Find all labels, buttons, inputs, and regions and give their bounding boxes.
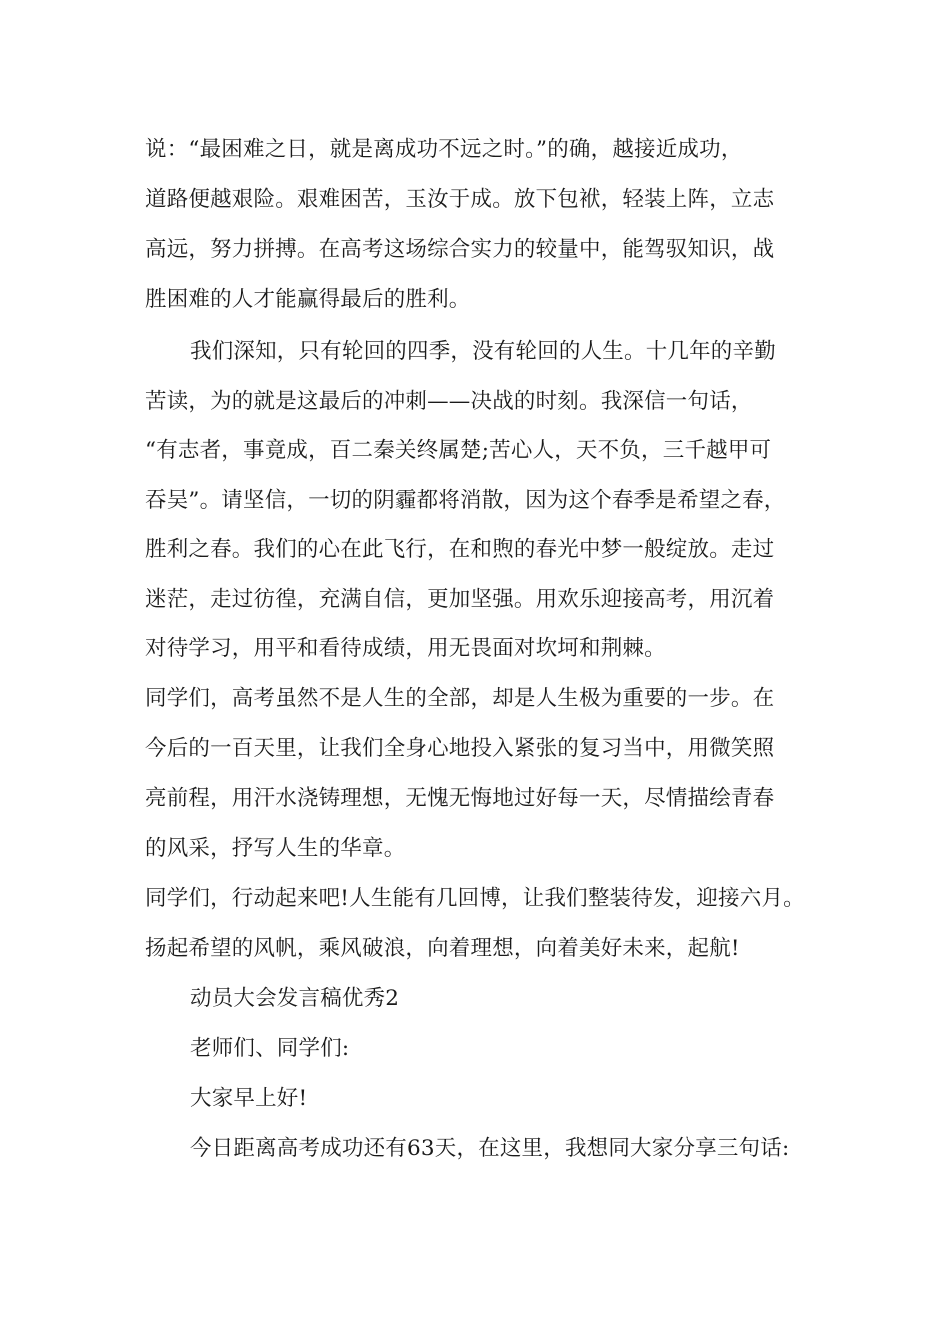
- paragraph-line: 我们深知，只有轮回的四季，没有轮回的人生。十几年的辛勤: [190, 339, 776, 364]
- paragraph-line: 对待学习，用平和看待成绩，用无畏面对坎坷和荆棘。: [145, 636, 666, 661]
- salutation: 老师们、同学们:: [190, 1036, 350, 1061]
- paragraph-line: 胜困难的人才能赢得最后的胜利。: [145, 287, 471, 312]
- paragraph-line: 亮前程，用汗水浇铸理想，无愧无悔地过好每一天，尽情描绘青春: [145, 786, 775, 811]
- paragraph-line: 迷茫，走过彷徨，充满自信，更加坚强。用欢乐迎接高考，用沉着: [145, 587, 775, 612]
- paragraph-line: 苦读，为的就是这最后的冲刺——决战的时刻。我深信一句话，: [145, 389, 753, 414]
- paragraph-line: 扬起希望的风帆，乘风破浪，向着理想，向着美好未来，起航!: [145, 936, 740, 961]
- paragraph-line: 今后的一百天里，让我们全身心地投入紧张的复习当中，用微笑照: [145, 736, 775, 761]
- paragraph-line: 说：“最困难之日，就是离成功不远之时。”的确，越接近成功，: [145, 137, 743, 162]
- paragraph-line: 胜利之春。我们的心在此飞行，在和煦的春光中梦一般绽放。走过: [145, 537, 775, 562]
- paragraph-line: 吞吴”。请坚信，一切的阴霾都将消散，因为这个春季是希望之春，: [145, 488, 786, 513]
- paragraph-line: 道路便越艰险。艰难困苦，玉汝于成。放下包袱，轻装上阵，立志: [145, 187, 775, 212]
- section-heading: 动员大会发言稿优秀2: [190, 986, 400, 1011]
- paragraph-line: “有志者，事竟成，百二秦关终属楚;苦心人，天不负，三千越甲可: [145, 438, 772, 463]
- paragraph-line: 的风采，抒写人生的华章。: [145, 836, 406, 861]
- greeting: 大家早上好!: [190, 1086, 308, 1111]
- paragraph-line: 今日距离高考成功还有63天，在这里，我想同大家分享三句话:: [190, 1136, 790, 1161]
- paragraph-line: 同学们，高考虽然不是人生的全部，却是人生极为重要的一步。在: [145, 686, 775, 711]
- paragraph-line: 同学们，行动起来吧!人生能有几回博，让我们整装待发，迎接六月。: [145, 886, 805, 911]
- paragraph-line: 高远，努力拼搏。在高考这场综合实力的较量中，能驾驭知识，战: [145, 237, 775, 262]
